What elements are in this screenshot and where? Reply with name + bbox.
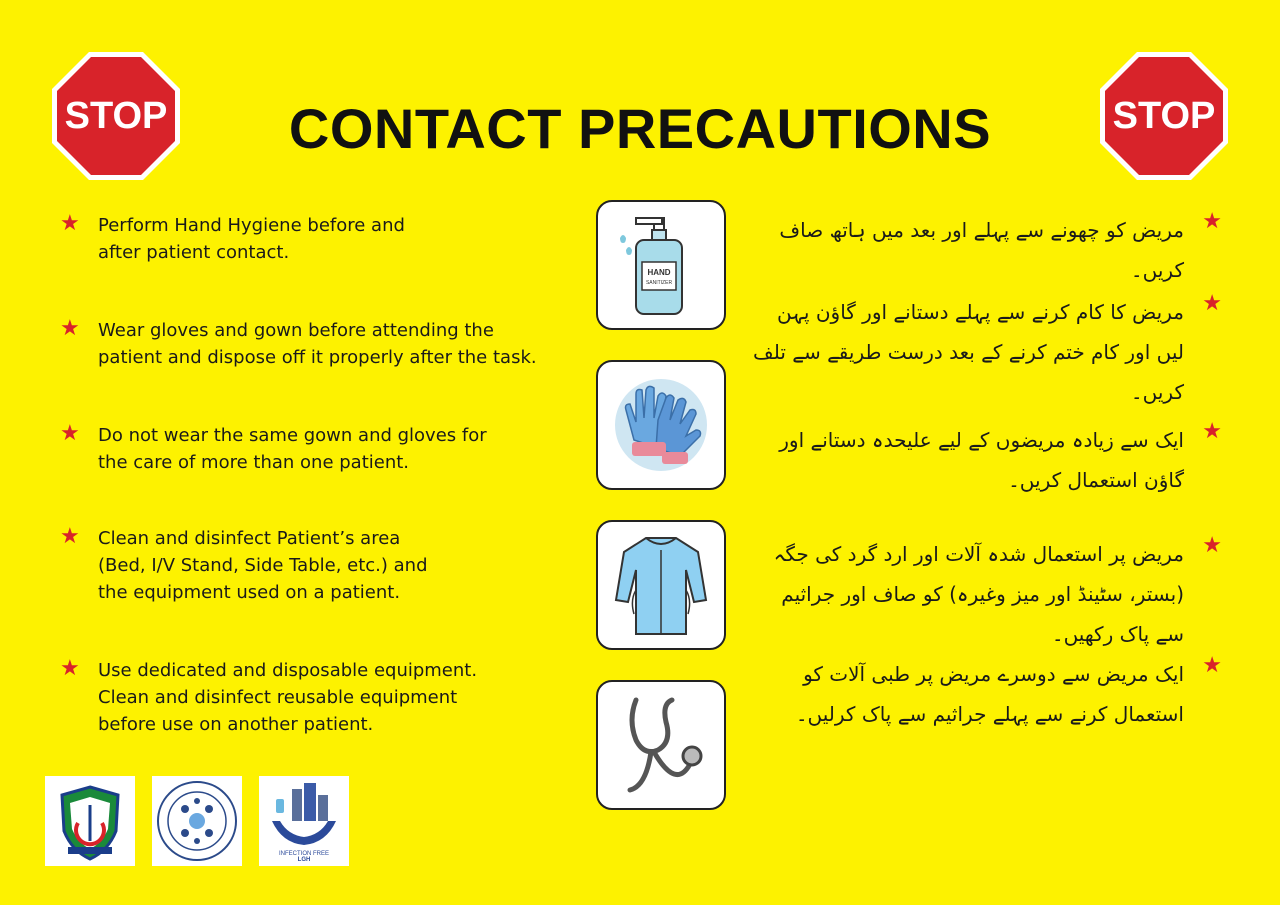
stop-sign-right: [1098, 50, 1230, 182]
english-item-text: Perform Hand Hygiene before and after patient contact.: [98, 215, 405, 263]
star-bullet-icon: ★: [1202, 533, 1222, 558]
circular-seal-icon: [155, 779, 239, 863]
star-bullet-icon: ★: [60, 524, 80, 549]
urdu-item-text: ایک مریض سے دوسرے مریض پر طبی آلات کو استعمال کرنے سے پہلے جراثیم سے پاک کرلیں۔: [795, 662, 1184, 726]
hand-sanitizer-icon: [606, 210, 716, 320]
urdu-item-1: [752, 210, 1222, 290]
stop-sign-left: [50, 50, 182, 182]
star-bullet-icon: ★: [1202, 291, 1222, 316]
hand-sanitizer-tile: [596, 200, 726, 330]
urdu-item-text: ایک سے زیادہ مریضوں کے لیے علیحدہ دستانے اور گاؤن استعمال کریں۔: [779, 428, 1184, 492]
stethoscope-tile: [596, 680, 726, 810]
english-item-3: [60, 422, 580, 476]
page-title: CONTACT PRECAUTIONS: [288, 97, 992, 160]
stop-label: STOP: [1112, 94, 1216, 137]
infection-free-lgh-logo: [259, 776, 349, 866]
urdu-item-text: مریض کو چھونے سے پہلے اور بعد میں ہاتھ صاف کریں۔: [779, 218, 1184, 282]
english-item-2: [60, 317, 580, 371]
urdu-item-text: مریض پر استعمال شدہ آلات اور ارد گرد کی جگہ (بستر، سٹینڈ اور میز وغیرہ) کو صاف اور جراثیم سے پاک رکھیں۔: [773, 542, 1184, 646]
english-item-4: [60, 525, 580, 606]
star-bullet-icon: ★: [60, 316, 80, 341]
urdu-item-text: مریض کا کام کرنے سے پہلے دستانے اور گاؤن پہن لیں اور کام ختم کرنے کے بعد درست طریقے سے تلف کریں۔: [753, 300, 1184, 404]
urdu-item-3: [752, 420, 1222, 500]
hospital-emblem-logo: [45, 776, 135, 866]
gloves-tile: [596, 360, 726, 490]
shield-emblem-icon: [48, 779, 132, 863]
sanitizer-label: HAND: [647, 268, 671, 277]
logo-caption: INFECTION FREE: [278, 851, 330, 857]
stethoscope-icon: [606, 690, 716, 800]
stop-label: STOP: [64, 94, 168, 137]
english-item-5: [60, 657, 580, 738]
star-bullet-icon: ★: [1202, 653, 1222, 678]
star-bullet-icon: ★: [1202, 419, 1222, 444]
urdu-item-5: [752, 654, 1222, 734]
star-bullet-icon: ★: [60, 656, 80, 681]
hands-building-icon: [262, 779, 346, 863]
english-item-text: Wear gloves and gown before attending the patient and dispose off it properly after the task.: [98, 320, 537, 368]
logo-caption-sub: LGH: [297, 857, 311, 863]
gown-tile: [596, 520, 726, 650]
urdu-item-4: [752, 534, 1222, 654]
english-item-text: Use dedicated and disposable equipment. Clean and disinfect reusable equipment before use on another patient.: [98, 660, 478, 735]
infection-prevention-committee-logo: [152, 776, 242, 866]
english-item-text: Do not wear the same gown and gloves for the care of more than one patient.: [98, 425, 487, 473]
english-item-1: [60, 212, 580, 266]
gown-icon: [606, 530, 716, 640]
star-bullet-icon: ★: [1202, 209, 1222, 234]
gloves-icon: [606, 370, 716, 480]
english-item-text: Clean and disinfect Patient’s area (Bed, I/V Stand, Side Table, etc.) and the equipment used on a patient.: [98, 528, 428, 603]
sanitizer-sublabel: SANITIZER: [645, 280, 673, 286]
star-bullet-icon: ★: [60, 211, 80, 236]
star-bullet-icon: ★: [60, 421, 80, 446]
urdu-item-2: [752, 292, 1222, 412]
